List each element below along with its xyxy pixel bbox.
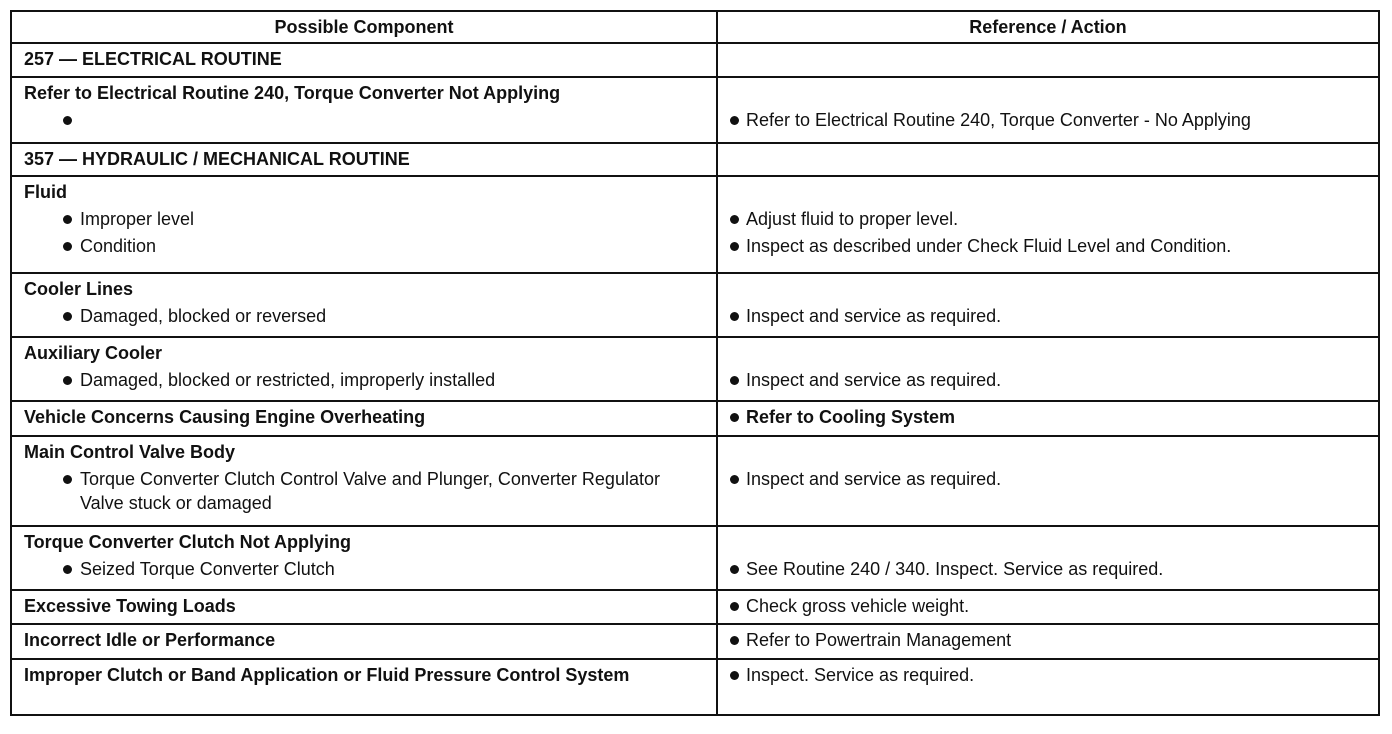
component-cell xyxy=(11,590,717,624)
action-item xyxy=(730,301,1370,328)
action-label: Inspect and service as required. xyxy=(746,370,1002,390)
component-sub-item xyxy=(24,464,708,515)
component-sub-item xyxy=(24,365,708,392)
component-cell xyxy=(11,401,717,436)
action-cell xyxy=(717,43,1379,77)
action-item xyxy=(730,554,1370,581)
component-sub-item xyxy=(24,204,708,231)
table-row xyxy=(11,43,1379,77)
component-title: Torque Converter Clutch Not Applying xyxy=(24,532,351,552)
action-item xyxy=(730,625,1370,652)
action-item xyxy=(730,204,1370,231)
bullet-icon xyxy=(63,242,72,251)
component-cell xyxy=(11,43,717,77)
action-item xyxy=(730,231,1370,258)
action-label: Refer to Cooling System xyxy=(746,407,956,427)
bullet-icon xyxy=(63,312,72,321)
action-cell xyxy=(717,143,1379,176)
component-cell xyxy=(11,659,717,715)
header-possible-component: Possible Component xyxy=(11,11,717,43)
component-title: Cooler Lines xyxy=(24,279,134,299)
action-label: Inspect. Service as required. xyxy=(746,665,975,685)
bullet-icon xyxy=(63,376,72,385)
component-sub-label: Improper level xyxy=(80,209,195,229)
action-label: Adjust fluid to proper level. xyxy=(746,209,959,229)
component-sub-item xyxy=(24,554,708,581)
table-row xyxy=(11,659,1379,715)
component-sub-label: Torque Converter Clutch Control Valve and Plunger, Converter Regulator Valve stuck or damaged xyxy=(80,469,660,513)
component-sub-item xyxy=(24,301,708,328)
action-cell xyxy=(717,526,1379,590)
action-label: Check gross vehicle weight. xyxy=(746,596,970,616)
bullet-icon xyxy=(730,565,739,574)
spacer xyxy=(730,78,1370,105)
table-row xyxy=(11,143,1379,176)
component-title: Refer to Electrical Routine 240, Torque Converter Not Applying xyxy=(24,83,561,103)
action-cell xyxy=(717,77,1379,143)
bullet-icon xyxy=(63,475,72,484)
bullet-icon xyxy=(730,602,739,611)
component-cell xyxy=(11,273,717,337)
component-cell xyxy=(11,436,717,526)
spacer xyxy=(730,437,1370,464)
routine-title-257: 257 — ELECTRICAL ROUTINE xyxy=(24,49,282,69)
component-title: Fluid xyxy=(24,182,67,202)
component-cell xyxy=(11,143,717,176)
component-title: Auxiliary Cooler xyxy=(24,343,163,363)
table-row xyxy=(11,436,1379,526)
action-cell xyxy=(717,337,1379,401)
component-title: Improper Clutch or Band Application or Fluid Pressure Control System xyxy=(24,665,630,685)
bullet-icon xyxy=(730,671,739,680)
bullet-icon xyxy=(730,312,739,321)
action-item xyxy=(730,591,1370,618)
table-row xyxy=(11,624,1379,659)
table-row xyxy=(11,401,1379,436)
component-title: Incorrect Idle or Performance xyxy=(24,630,276,650)
component-cell xyxy=(11,526,717,590)
bullet-icon xyxy=(730,636,739,645)
action-label: Inspect and service as required. xyxy=(746,306,1002,326)
action-cell xyxy=(717,659,1379,715)
spacer xyxy=(730,274,1370,301)
component-cell xyxy=(11,337,717,401)
table-row xyxy=(11,176,1379,273)
header-row xyxy=(11,11,1379,43)
component-title: Excessive Towing Loads xyxy=(24,596,236,616)
action-cell xyxy=(717,590,1379,624)
component-cell xyxy=(11,624,717,659)
component-sub-item xyxy=(24,105,708,132)
action-item xyxy=(730,402,1370,429)
action-item xyxy=(730,365,1370,392)
action-cell xyxy=(717,436,1379,526)
component-sub-label: Damaged, blocked or restricted, improperly installed xyxy=(80,370,496,390)
action-label: Refer to Powertrain Management xyxy=(746,630,1012,650)
bullet-icon xyxy=(63,215,72,224)
action-label: Inspect and service as required. xyxy=(746,469,1002,489)
component-title: Vehicle Concerns Causing Engine Overheating xyxy=(24,407,426,427)
spacer xyxy=(730,177,1370,204)
action-cell xyxy=(717,401,1379,436)
action-item xyxy=(730,660,1370,687)
table-row xyxy=(11,337,1379,401)
bullet-icon xyxy=(730,116,739,125)
bullet-icon xyxy=(730,215,739,224)
diagnosis-table xyxy=(10,10,1380,716)
action-cell xyxy=(717,624,1379,659)
bullet-icon xyxy=(730,413,739,422)
action-cell xyxy=(717,176,1379,273)
spacer xyxy=(730,338,1370,365)
component-cell xyxy=(11,77,717,143)
action-item xyxy=(730,105,1370,132)
component-sub-label: Seized Torque Converter Clutch xyxy=(80,559,335,579)
component-title: Main Control Valve Body xyxy=(24,442,236,462)
bullet-icon xyxy=(730,242,739,251)
header-reference-action: Reference / Action xyxy=(717,11,1379,43)
bullet-icon xyxy=(63,116,72,125)
table-row xyxy=(11,77,1379,143)
table-row xyxy=(11,526,1379,590)
action-cell xyxy=(717,273,1379,337)
bullet-icon xyxy=(730,376,739,385)
bullet-icon xyxy=(730,475,739,484)
table-row xyxy=(11,273,1379,337)
bullet-icon xyxy=(63,565,72,574)
component-sub-label: Damaged, blocked or reversed xyxy=(80,306,327,326)
table-row xyxy=(11,590,1379,624)
component-cell xyxy=(11,176,717,273)
action-label: Inspect as described under Check Fluid Level and Condition. xyxy=(746,236,1232,256)
action-item xyxy=(730,464,1370,491)
spacer xyxy=(730,527,1370,554)
action-label: See Routine 240 / 340. Inspect. Service as required. xyxy=(746,559,1164,579)
component-sub-label: Condition xyxy=(80,236,157,256)
component-sub-item xyxy=(24,231,708,258)
action-label: Refer to Electrical Routine 240, Torque Converter - No Applying xyxy=(746,110,1251,130)
routine-title-357: 357 — HYDRAULIC / MECHANICAL ROUTINE xyxy=(24,149,410,169)
